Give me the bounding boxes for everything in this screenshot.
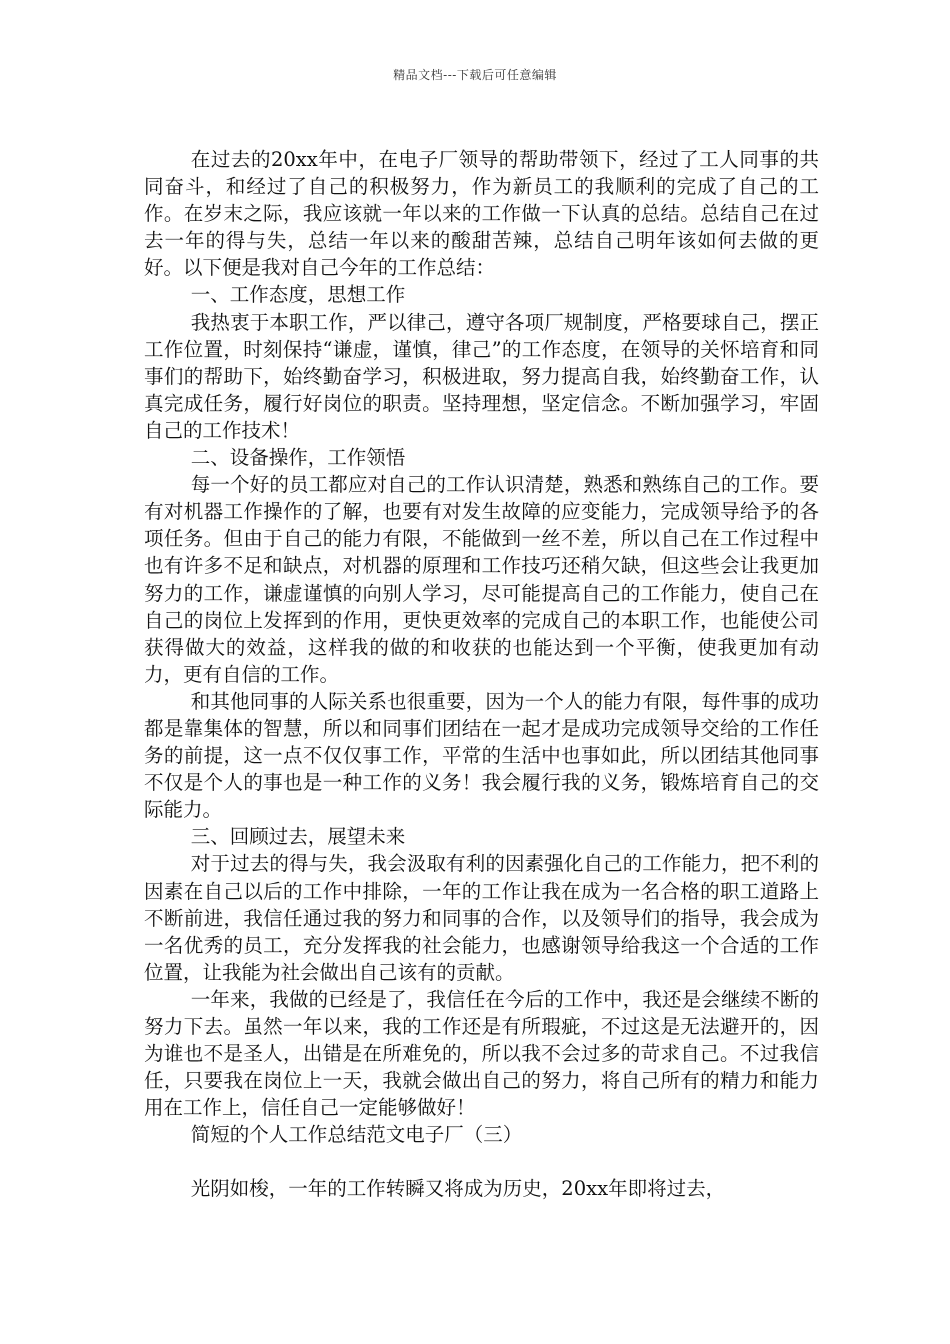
section-heading-1: 一、工作态度，思想工作 <box>190 283 406 307</box>
section-heading-3: 三、回顾过去，展望未来 <box>190 825 406 849</box>
article-title-3: 简短的个人工作总结范文电子厂（三） <box>190 1123 523 1147</box>
paragraph-intro: 在过去的20xx年中，在电子厂领导的帮助带领下，经过了工人同事的共同奋斗，和经过了自己的积极努力，作为新员工的我顺利的完成了自己的工作。在岁末之际，我应该就一年以来的工作做一下认真的总结。总结自己在过去一年的得与失，总结一年以来的酸甜苦辣，总结自己明年该如何去做的更好。以下便是我对自己今年的工作总结： <box>144 148 819 280</box>
paragraph-equipment: 每一个好的员工都应对自己的工作认识清楚，熟悉和熟练自己的工作。要有对机器工作操作的了解，也要有对发生故障的应变能力，完成领导给予的各项任务。但由于自己的能力有限，不能做到一丝不差，所以自己在工作过程中也有许多不足和缺点，对机器的原理和工作技巧还稍欠缺，但这些会让我更加努力的工作，谦虚谨慎的向别人学习，尽可能提高自己的工作能力，使自己在自己的岗位上发挥到的作用，更快更效率的完成自己的本职工作，也能使公司获得做大的效益，这样我的做的和收获的也能达到一个平衡，使我更加有动力，更有自信的工作。 <box>144 473 819 686</box>
page-header: 精品文档---下载后可任意编辑 <box>393 68 557 82</box>
paragraph-outlook: 一年来，我做的已经是了，我信任在今后的工作中，我还是会继续不断的努力下去。虽然一年以来，我的工作还是有所瑕疵，不过这是无法避开的，因为谁也不是圣人，出错是在所难免的，所以我不会过多的苛求自己。不过我信任，只要我在岗位上一天，我就会做出自己的努力，将自己所有的精力和能力用在工作上，信任自己一定能够做好！ <box>144 987 819 1120</box>
paragraph-next-article: 光阴如梭，一年的工作转瞬又将成为历史，20xx年即将过去， <box>190 1177 726 1201</box>
paragraph-relations: 和其他同事的人际关系也很重要，因为一个人的能力有限，每件事的成功都是靠集体的智慧，所以和同事们团结在一起才是成功完成领导交给的工作任务的前提，这一点不仅仅事工作，平常的生活中也事如此，所以团结其他同事不仅是个人的事也是一种工作的义务！我会履行我的义务，锻炼培育自己的交际能力。 <box>144 689 819 822</box>
paragraph-review: 对于过去的得与失，我会汲取有利的因素强化自己的工作能力，把不利的因素在自己以后的工作中排除，一年的工作让我在成为一名合格的职工道路上不断前进，我信任通过我的努力和同事的合作，以及领导们的指导，我会成为一名优秀的员工，充分发挥我的社会能力，也感谢领导给我这一个合适的工作位置，让我能为社会做出自己该有的贡献。 <box>144 852 819 984</box>
document-body <box>144 146 819 1203</box>
paragraph-attitude: 我热衷于本职工作，严以律己，遵守各项厂规制度，严格要球自己，摆正工作位置，时刻保持“谦虚，谨慎，律己”的工作态度，在领导的关怀培育和同事们的帮助下，始终勤奋学习，积极进取，努力提高自我，始终勤奋工作，认真完成任务，履行好岗位的职责。坚持理想，坚定信念。不断加强学习，牢固自己的工作技术！ <box>144 310 819 442</box>
section-heading-2: 二、设备操作，工作领悟 <box>190 446 406 470</box>
